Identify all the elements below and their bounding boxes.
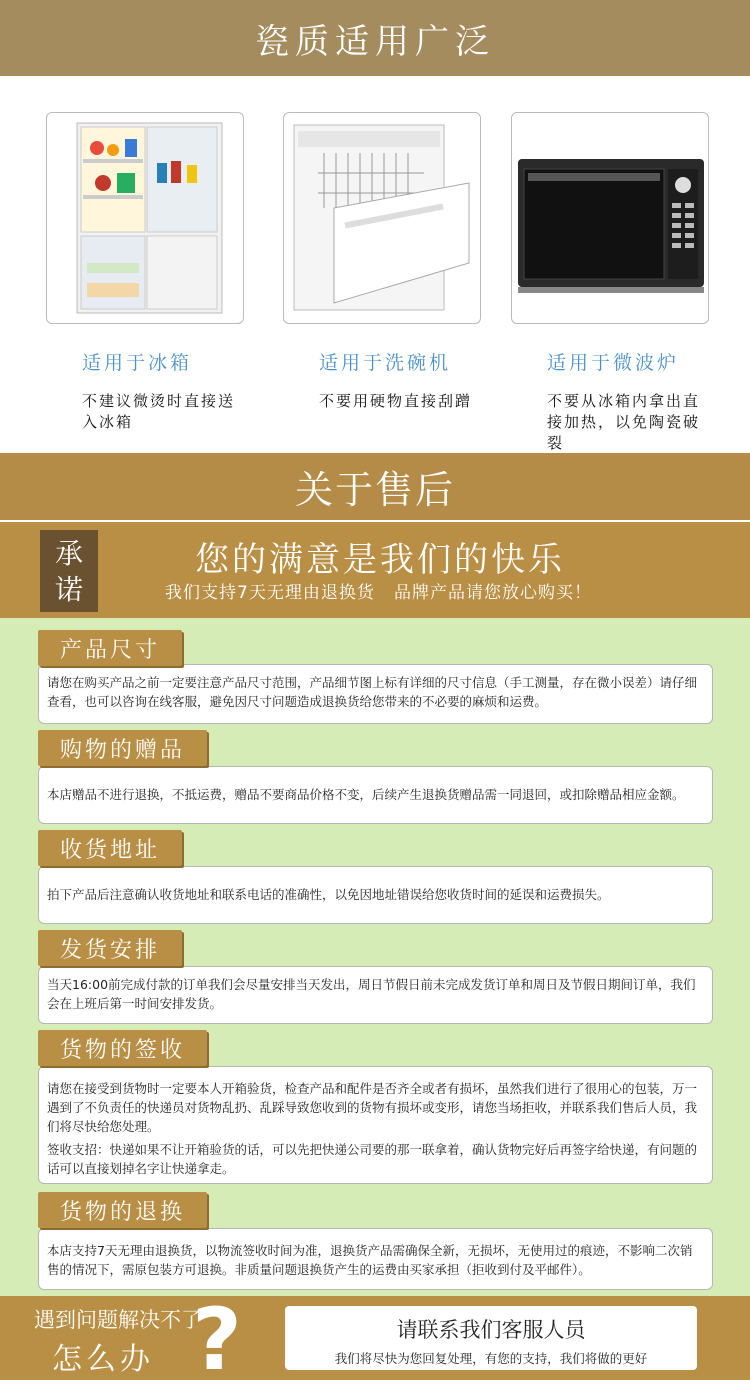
policy-tab: 购物的赠品 — [38, 730, 207, 766]
question-line-1: 遇到问题解决不了 — [34, 1308, 202, 1332]
policy-text-box — [38, 664, 713, 724]
app-title: 适用于洗碗机 — [319, 352, 452, 374]
promise-badge — [40, 530, 98, 612]
promise-title: 您的满意是我们的快乐 — [195, 540, 565, 580]
app-description: 不要用硬物直接刮蹭 — [319, 392, 473, 410]
policy-tip: 签收支招：快递如果不让开箱验货的话，可以先把快递公司要的那一联拿着，确认货物完好后再签字给快递，有问题的话可以直接划掉名字让快递拿走。 — [47, 1142, 698, 1176]
app-title: 适用于微波炉 — [547, 352, 680, 374]
policy-text: 请您在购买产品之前一定要注意产品尺寸范围，产品细节图上标有详细的尺寸信息（手工测量，存在微小误差）请仔细查看，也可以咨询在线客服，避免因尺寸问题造成退换货给您带来的不必要的麻烦和运费。 — [47, 675, 698, 709]
dishwasher-image-frame — [283, 112, 481, 324]
policy-text: 本店赠品不进行退换，不抵运费，赠品不要商品价格不变，后续产生退换货赠品需一同退回，或扣除赠品相应金额。 — [47, 787, 685, 802]
contact-title: 请联系我们客服人员 — [396, 1318, 586, 1342]
promise-badge-text: 承诺 — [54, 537, 83, 606]
section-title-banner — [0, 0, 750, 76]
promise-subtitle: 我们支持7天无理由退换货 品牌产品请您放心购买！ — [165, 583, 593, 603]
app-description: 不建议微烫时直接送入冰箱 — [82, 392, 236, 431]
app-card-dishwasher — [283, 112, 481, 412]
app-card-refrigerator — [46, 112, 244, 433]
promise-banner — [0, 522, 750, 618]
policy-text-box — [38, 966, 713, 1024]
refrigerator-icon — [47, 113, 244, 324]
policy-tab: 产品尺寸 — [38, 630, 182, 666]
contact-subtitle: 我们将尽快为您回复处理，有您的支持，我们将做的更好 — [334, 1351, 648, 1366]
policy-text: 当天16:00前完成付款的订单我们会尽量安排当天发出，周日节假日前未完成发货订单和周日及节假日期间订单，我们会在上班后第一时间安排发货。 — [47, 977, 696, 1011]
policy-text: 拍下产品后注意确认收货地址和联系电话的准确性，以免因地址错误给您收货时间的延误和运费损失。 — [47, 887, 610, 902]
policy-text-box — [38, 866, 713, 924]
policy-tab: 收货地址 — [38, 830, 182, 866]
microwave-icon — [512, 113, 709, 324]
contact-banner — [0, 1290, 750, 1390]
policy-section — [0, 618, 750, 1296]
contact-service-button[interactable] — [285, 1306, 697, 1370]
question-mark-icon: ? — [192, 1290, 242, 1390]
question-line-2: 怎么办 — [52, 1342, 154, 1377]
after-sales-title: 关于售后 — [294, 468, 455, 512]
policy-tab: 货物的签收 — [38, 1030, 207, 1066]
app-card-microwave — [511, 112, 709, 454]
policy-text-box — [38, 1066, 713, 1184]
dishwasher-icon — [284, 113, 481, 324]
microwave-image-frame — [511, 112, 709, 324]
app-title: 适用于冰箱 — [82, 352, 193, 374]
refrigerator-image-frame — [46, 112, 244, 324]
applications-section — [0, 76, 750, 453]
policy-text: 请您在接受到货物时一定要本人开箱验货，检查产品和配件是否齐全或者有损坏，虽然我们进行了很用心的包装，万一遇到了不负责任的快递员对货物乱扔、乱踩导致您收到的货物有损坏或变形，请您当场拒收，并联系我们售后人员，我们将尽快给您处理。 — [47, 1081, 698, 1134]
section-title: 瓷质适用广泛 — [255, 21, 495, 62]
policy-text: 本店支持7天无理由退换货，以物流签收时间为准，退换货产品需确保全新，无损坏，无使用过的痕迹，不影响二次销售的情况下，需原包装方可退换。非质量问题退换货产生的运费由买家承担（拒收到付及平邮件）。 — [47, 1243, 693, 1277]
after-sales-banner — [0, 453, 750, 520]
app-description: 不要从冰箱内拿出直接加热，以免陶瓷破裂 — [547, 392, 701, 452]
policy-tab: 货物的退换 — [38, 1192, 207, 1228]
policy-text-box — [38, 1228, 713, 1290]
policy-tab: 发货安排 — [38, 930, 182, 966]
policy-text-box — [38, 766, 713, 824]
